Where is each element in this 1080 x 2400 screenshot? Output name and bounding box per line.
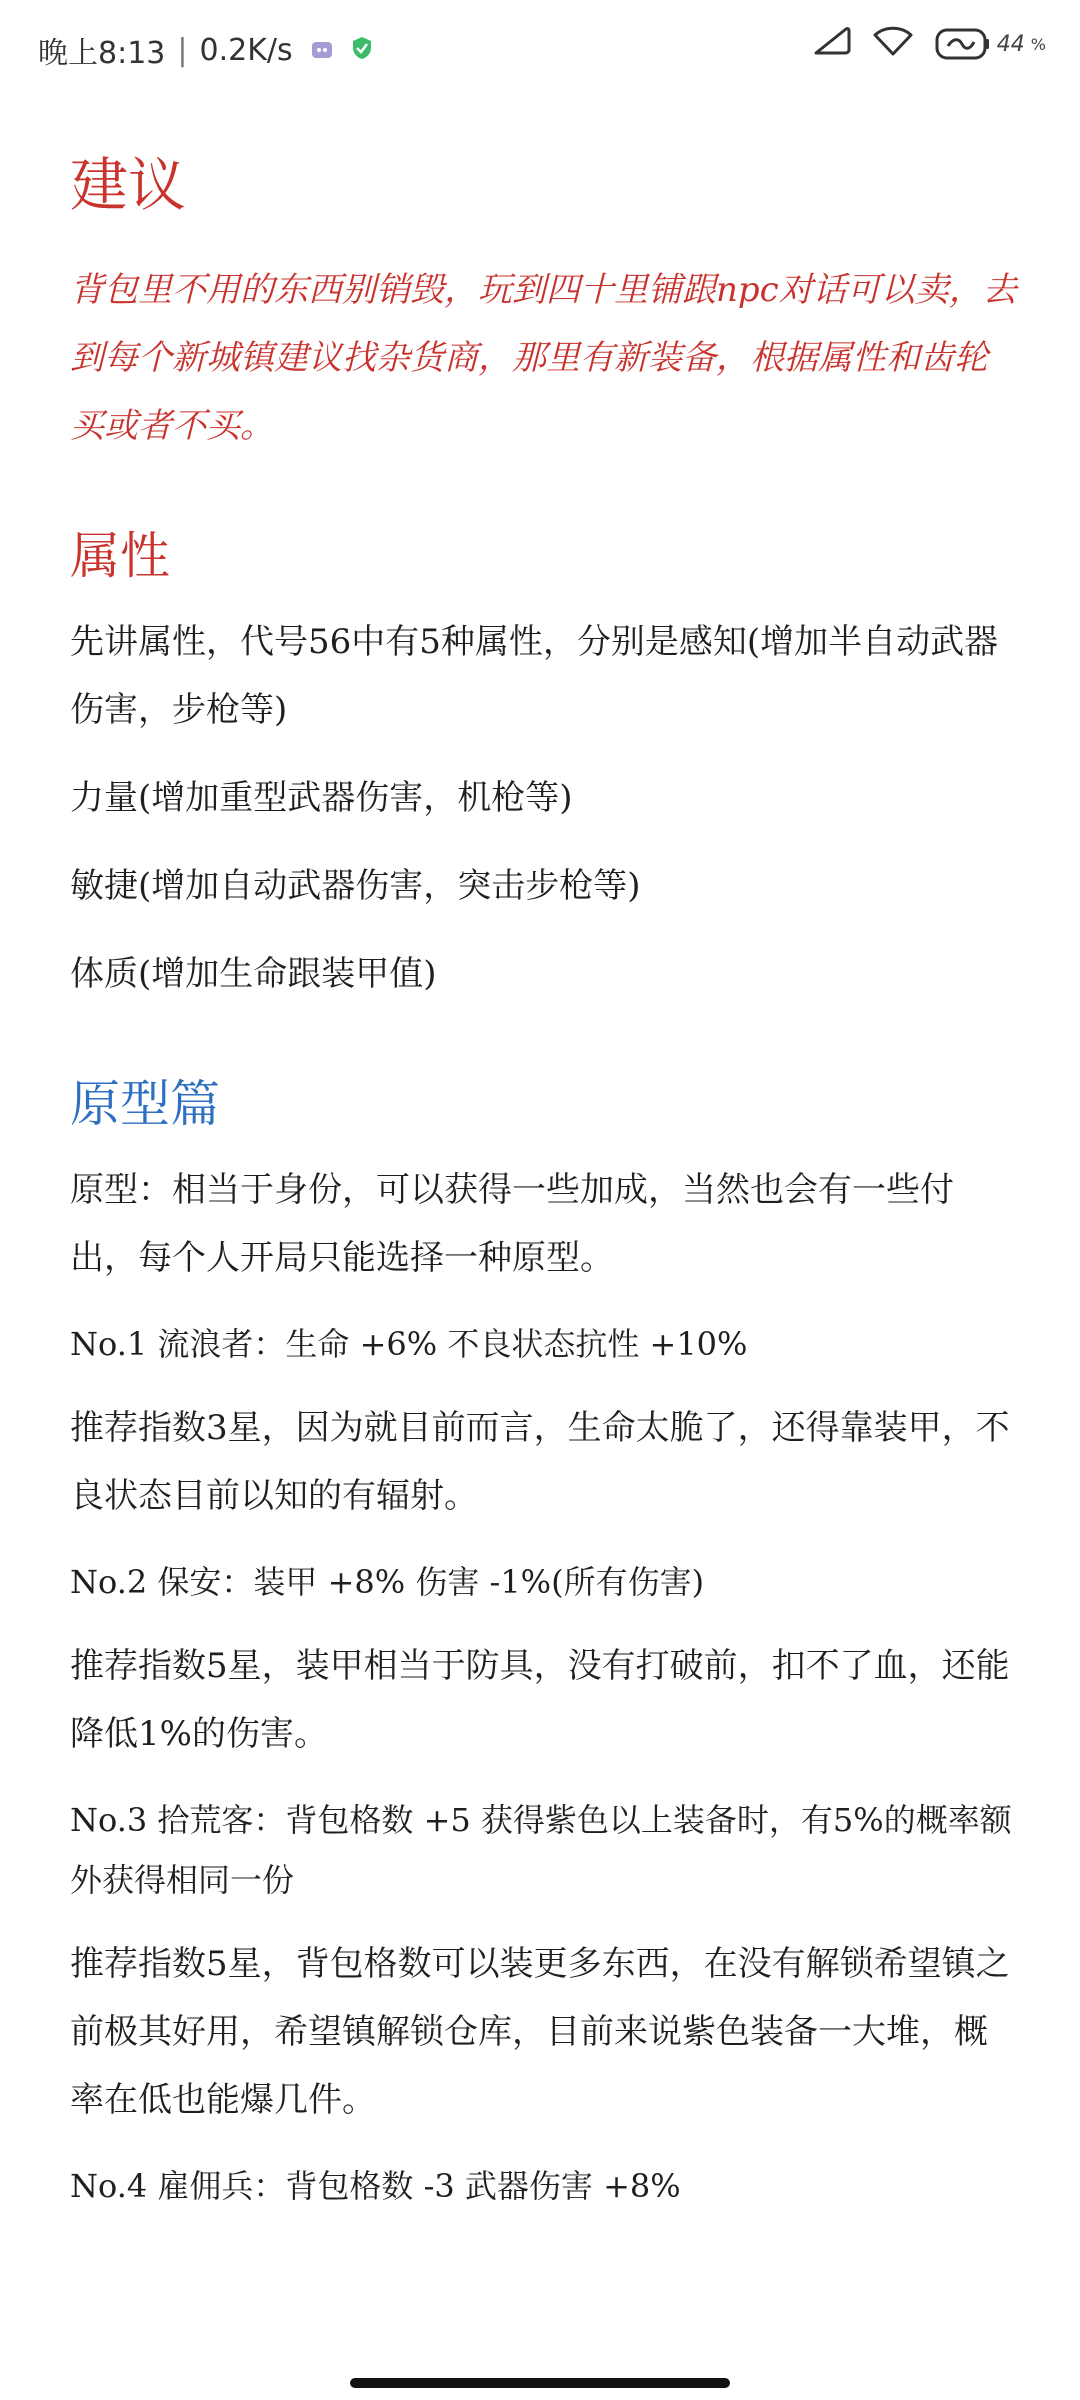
attribute-paragraph: 先讲属性，代号56中有5种属性，分别是感知(增加半自动武器伤害，步枪等)	[70, 622, 999, 730]
home-indicator[interactable]	[350, 2378, 730, 2388]
status-right	[813, 26, 1046, 62]
bottom-fade	[0, 2330, 1080, 2400]
attribute-paragraph: 力量(增加重型武器伤害，机枪等)	[70, 778, 573, 818]
wifi-icon	[873, 26, 913, 62]
attribute-paragraph: 体质(增加生命跟装甲值)	[70, 954, 437, 994]
status-time: 晚上8:13	[38, 36, 166, 71]
article-content	[70, 120, 1020, 2216]
archetype-intro: 原型：相当于身份，可以获得一些加成，当然也会有一些付出，每个人开局只能选择一种原型。	[70, 1170, 954, 1278]
attributes-heading: 属性	[70, 527, 170, 585]
archetype-line: No.2 保安：装甲 +8% 伤害 -1%(所有伤害)	[70, 1563, 705, 1601]
shield-check-icon	[351, 33, 373, 68]
status-separator: |	[177, 32, 188, 68]
signal-icon	[813, 26, 851, 62]
archetype-comment: 推荐指数5星，装甲相当于防具，没有打破前，扣不了血，还能降低1%的伤害。	[70, 1646, 1010, 1754]
archetype-line: No.1 流浪者：生命 +6% 不良状态抗性 +10%	[70, 1325, 748, 1363]
archetype-line: No.3 拾荒客：背包格数 +5 获得紫色以上装备时，有5%的概率额外获得相同一份	[70, 1801, 1012, 1899]
status-bar	[0, 0, 1080, 96]
app-notification-icon	[311, 33, 333, 68]
status-left	[38, 28, 373, 72]
archetypes-heading: 原型篇	[70, 1075, 220, 1133]
attribute-paragraph: 敏捷(增加自动武器伤害，突击步枪等)	[70, 866, 641, 906]
battery-icon: 44 %	[935, 28, 1046, 60]
article-title: 建议	[70, 151, 187, 219]
network-speed: 0.2K/s	[199, 32, 293, 68]
archetype-comment: 推荐指数3星，因为就目前而言，生命太脆了，还得靠装甲，不良状态目前以知的有辐射。	[70, 1408, 1010, 1516]
battery-percent: 44	[996, 31, 1025, 57]
archetype-comment: 推荐指数5星，背包格数可以装更多东西，在没有解锁希望镇之前极其好用，希望镇解锁仓库，目前来说紫色装备一大堆，概率在低也能爆几件。	[70, 1944, 1010, 2120]
archetype-line: No.4 雇佣兵：背包格数 -3 武器伤害 +8%	[70, 2167, 681, 2205]
advice-paragraph: 背包里不用的东西别销毁，玩到四十里铺跟npc对话可以卖，去到每个新城镇建议找杂货商，那里有新装备，根据属性和齿轮买或者不买。	[70, 270, 1017, 446]
